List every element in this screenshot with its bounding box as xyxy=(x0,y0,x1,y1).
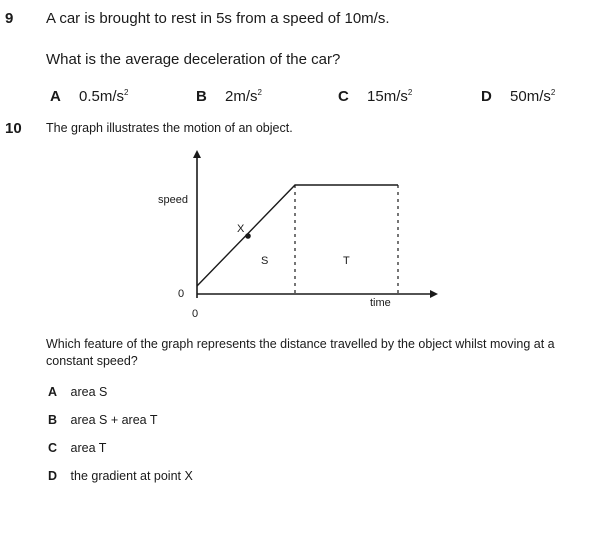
x-origin-label: 0 xyxy=(192,308,199,320)
area-t-label: T xyxy=(343,255,350,267)
q10-option-c-letter: C xyxy=(48,441,58,455)
area-s-label: S xyxy=(261,255,269,267)
q9-option-a-value: 0.5m/s xyxy=(79,88,125,105)
q9-option-c-value: 15m/s xyxy=(367,88,408,105)
point-x-label: X xyxy=(237,223,245,235)
q9-option-b-value: 2m/s xyxy=(225,88,258,105)
y-origin-label: 0 xyxy=(178,288,185,300)
question-10-intro: The graph illustrates the motion of an object. xyxy=(46,121,293,135)
q9-option-c-letter: C xyxy=(338,88,349,105)
question-9-prompt: What is the average deceleration of the car? xyxy=(46,51,341,68)
q9-option-d-letter: D xyxy=(481,88,492,105)
q10-option-a-text: area S xyxy=(70,385,108,399)
q10-option-c-text: area T xyxy=(70,441,107,455)
q10-option-b-letter: B xyxy=(48,413,58,427)
q9-option-a-letter: A xyxy=(50,88,61,105)
q9-option-d-value: 50m/s xyxy=(510,88,551,105)
q9-option-c-exponent: 2 xyxy=(407,88,413,97)
q10-option-c[interactable] xyxy=(48,441,106,455)
question-10-number: 10 xyxy=(5,120,22,137)
q10-option-b[interactable] xyxy=(48,413,158,427)
question-9-number: 9 xyxy=(5,10,14,27)
y-axis-label: speed xyxy=(158,194,188,206)
point-x-marker xyxy=(245,233,251,239)
q10-option-d-text: the gradient at point X xyxy=(70,469,193,483)
question-9-text: A car is brought to rest in 5s from a speed of 10m/s. xyxy=(46,10,390,27)
question-10-line2: constant speed? xyxy=(46,354,138,368)
q10-option-b-text: area S + area T xyxy=(70,413,158,427)
q9-option-a-exponent: 2 xyxy=(124,88,129,97)
motion-line xyxy=(197,185,398,286)
q9-option-d-exponent: 2 xyxy=(550,88,556,97)
q9-option-b-exponent: 2 xyxy=(257,88,262,97)
q10-option-d-letter: D xyxy=(48,469,58,483)
question-10-line1: Which feature of the graph represents the distance travelled by the object whilst moving at a xyxy=(46,337,555,351)
q10-option-a-letter: A xyxy=(48,385,58,399)
x-axis-label: time xyxy=(370,297,391,309)
q10-option-a[interactable] xyxy=(48,385,107,399)
q9-option-b-letter: B xyxy=(196,88,207,105)
q10-option-d[interactable] xyxy=(48,469,193,483)
